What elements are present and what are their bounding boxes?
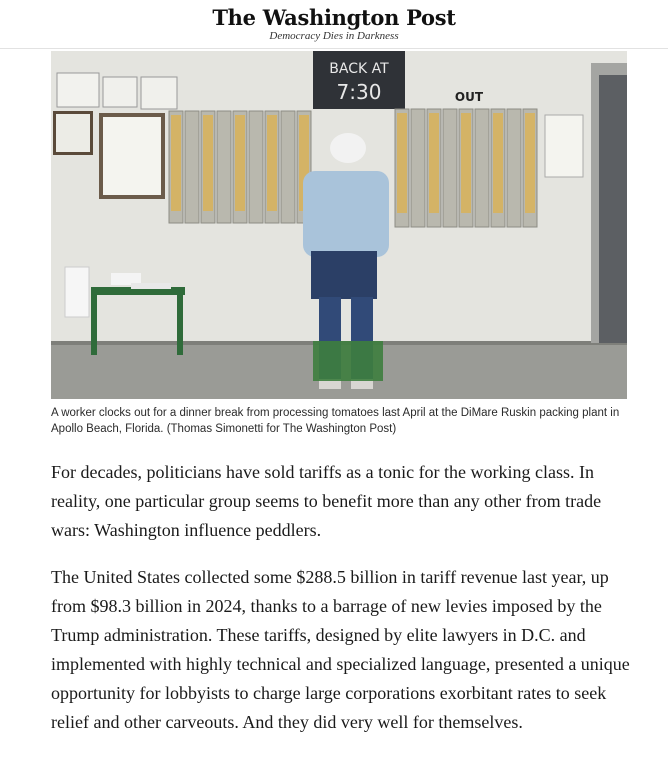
article-paragraph-2: The United States collected some $288.5 billion in tariff revenue last year, up from $98.3 billion in 2024, thanks to a barrage of new levies imposed by the Trump administration. These tariffs, designed by elite lawyers in D.C. and implemented with highly technical and specialized language, presented a unique opportunity for lobbyists to charge large corporations exorbitant rates to seek relief and other carveouts. And they did very well for themselves. (51, 567, 630, 732)
out-label: OUT (454, 90, 484, 104)
masthead (0, 0, 668, 49)
sign-line-2: 7:30 (336, 80, 382, 104)
site-logo[interactable]: The Washington Post (212, 5, 456, 30)
photo-illustration (51, 51, 627, 399)
article-paragraph-1: For decades, politicians have sold tariffs as a tonic for the working class. In reality, one particular group seems to benefit more than any other from trade wars: Washington influence peddlers. (51, 462, 602, 540)
sign-line-1: BACK AT (329, 61, 389, 77)
photo-caption: A worker clocks out for a dinner break from processing tomatoes last April at the DiMare Ruskin packing plant in Apollo Beach, Florida. (Thomas Simonetti for The Washington Post) (51, 407, 620, 435)
site-tagline: Democracy Dies in Darkness (269, 30, 399, 42)
article-photo (51, 51, 627, 399)
worker (303, 133, 389, 389)
article-body (51, 458, 631, 755)
back-at-sign (313, 51, 405, 109)
